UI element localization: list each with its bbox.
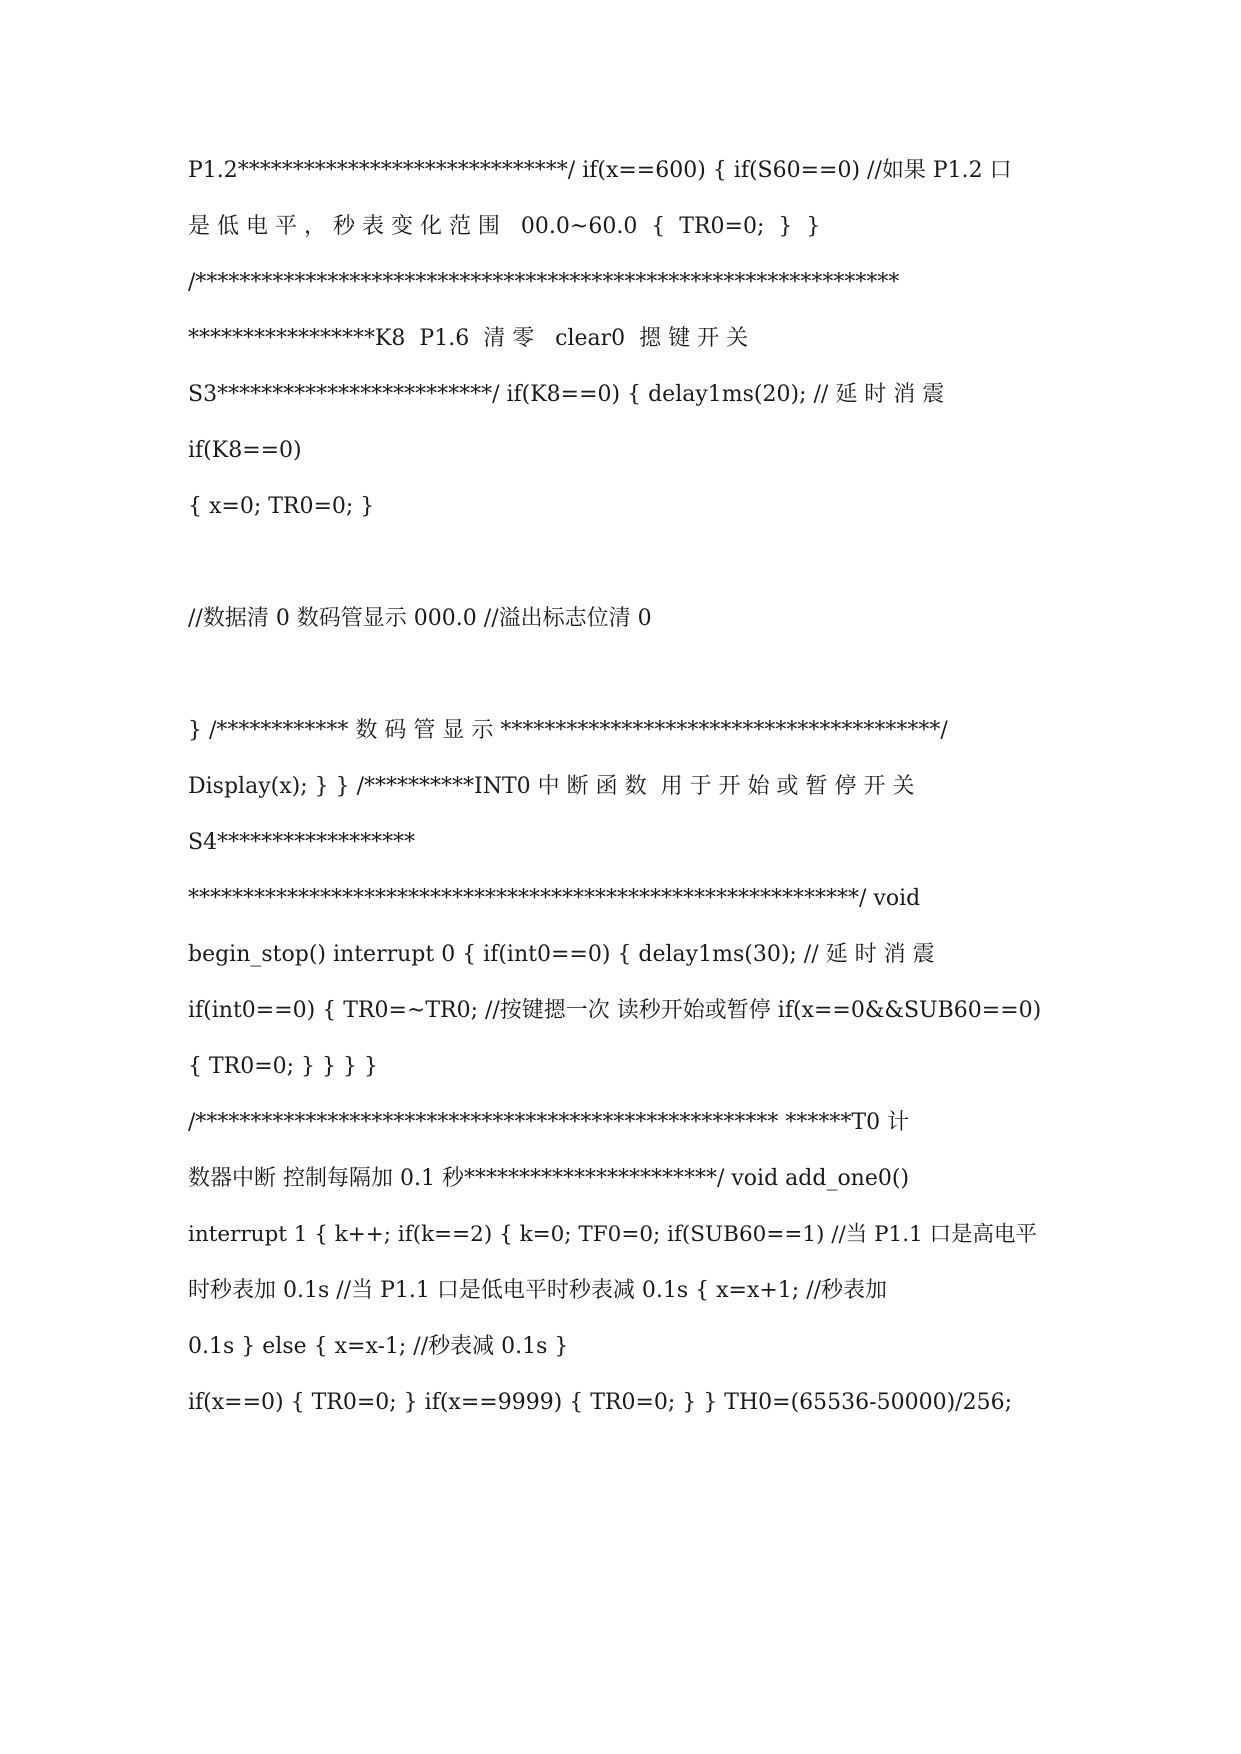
text-line: Display(x); } } /**********INT0 中 断 函 数 用 于 开 始 或 暂 停 开 关 [188, 774, 915, 799]
text-line: *****************K8 P1.6 清 零 clear0 摁 键 开 关 [188, 326, 749, 351]
text-line: { x=0; TR0=0; } [188, 494, 375, 519]
text-line: interrupt 1 { k++; if(k==2) { k=0; TF0=0; if(SUB60==1) //当 P1.1 口是高电平 [188, 1222, 1038, 1247]
text-line: } /************ 数 码 管 显 示 ****************************************/ [188, 718, 948, 743]
text-line: /***************************************************** ******T0 计 [188, 1110, 910, 1135]
text-line: if(x==0) { TR0=0; } if(x==9999) { TR0=0; } } TH0=(65536-50000)/256; [188, 1390, 1012, 1415]
text-line: begin_stop() interrupt 0 { if(int0==0) { delay1ms(30); // 延 时 消 震 [188, 942, 935, 967]
text-line: P1.2******************************/ if(x==600) { if(S60==0) //如果 P1.2 口 [188, 158, 1012, 183]
text-line: //数据清 0 数码管显示 000.0 //溢出标志位清 0 [188, 606, 652, 631]
text-line: S3*************************/ if(K8==0) { delay1ms(20); // 延 时 消 震 [188, 382, 945, 407]
text-line: 时秒表加 0.1s //当 P1.1 口是低电平时秒表减 0.1s { x=x+1; //秒表加 [188, 1278, 888, 1303]
text-line: 是 低 电 平 ， 秒 表 变 化 范 围 00.0~60.0 { TR0=0; } } [188, 214, 821, 239]
text-line: *************************************************************/ void [188, 886, 921, 911]
text-line: S4****************** [188, 830, 416, 855]
text-line: if(int0==0) { TR0=~TR0; //按键摁一次 读秒开始或暂停 if(x==0&&SUB60==0) [188, 998, 1042, 1023]
text-line: 数器中断 控制每隔加 0.1 秒***********************/ void add_one0() [188, 1166, 910, 1191]
text-line: 0.1s } else { x=x-1; //秒表减 0.1s } [188, 1334, 569, 1359]
text-line: /**************************************************************** [188, 270, 900, 295]
text-line: { TR0=0; } } } } [188, 1054, 379, 1079]
text-line: if(K8==0) [188, 438, 302, 463]
